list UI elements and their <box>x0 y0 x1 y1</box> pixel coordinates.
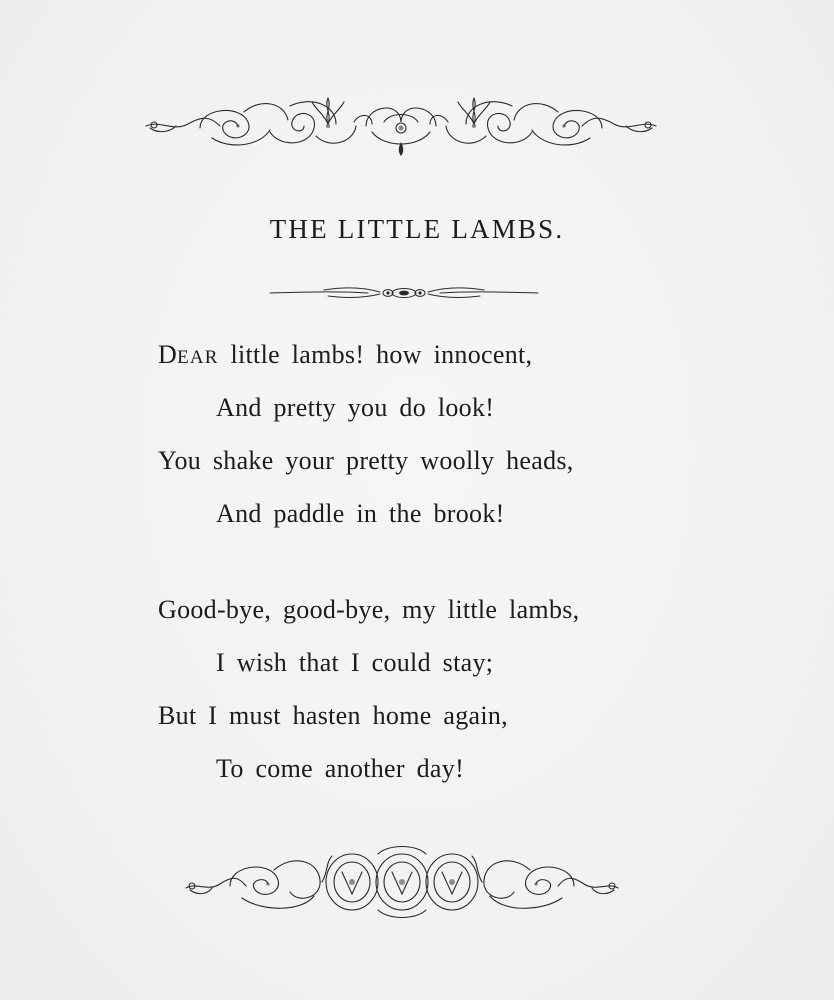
stanza2-line1: Good-bye, good-bye, my little lambs, <box>158 595 580 624</box>
smallcaps-word: EAR <box>177 347 219 368</box>
title-divider-rule-icon <box>268 280 540 306</box>
scrollwork-header-ornament-icon <box>140 92 662 162</box>
stanza2-line4: To come another day! <box>216 754 465 783</box>
stanza1-line2: And pretty you do look! <box>216 393 495 422</box>
stanza1-line1 <box>158 340 532 370</box>
stanza2-line2: I wish that I could stay; <box>216 648 494 677</box>
stanza2-line3: But I must hasten home again, <box>158 701 508 730</box>
scrollwork-footer-ornament-icon <box>182 842 622 920</box>
line-text: little lambs! how innocent, <box>218 340 533 369</box>
stanza1-line4: And paddle in the brook! <box>216 499 505 528</box>
stanza1-line3: You shake your pretty woolly heads, <box>158 446 574 475</box>
poem-title: THE LITTLE LAMBS. <box>269 214 565 244</box>
dropcap-letter: D <box>158 340 178 369</box>
